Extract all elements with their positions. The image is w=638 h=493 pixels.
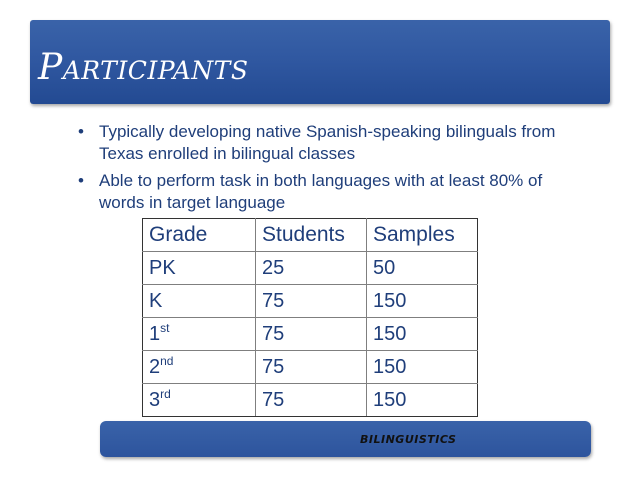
table-row (143, 318, 478, 351)
table-row (143, 384, 478, 417)
cell-samples: 150 (367, 351, 478, 384)
cell-students: 75 (256, 351, 367, 384)
cell-samples: 50 (367, 252, 478, 285)
cell-samples: 150 (367, 285, 478, 318)
bullet-dot: • (78, 171, 84, 190)
cell-grade: 2nd (143, 351, 256, 384)
cell-samples: 150 (367, 318, 478, 351)
cell-students: 25 (256, 252, 367, 285)
bullet-dot: • (78, 122, 84, 141)
cell-grade: PK (143, 252, 256, 285)
header-grade: Grade (143, 219, 256, 252)
bullet-item (78, 170, 558, 214)
cell-students: 75 (256, 384, 367, 417)
table-row (143, 285, 478, 318)
cell-grade: 3rd (143, 384, 256, 417)
bullet-text: Able to perform task in both languages with at least 80% of words in target language (99, 171, 543, 212)
footer-brand-text: bilinguistics (360, 428, 457, 447)
header-students: Students (256, 219, 367, 252)
bullet-list (78, 121, 558, 219)
cell-students: 75 (256, 318, 367, 351)
cell-grade: K (143, 285, 256, 318)
header-samples: Samples (367, 219, 478, 252)
table-row (143, 351, 478, 384)
table-row (143, 252, 478, 285)
cell-samples: 150 (367, 384, 478, 417)
cell-grade: 1st (143, 318, 256, 351)
footer-bar (100, 421, 591, 457)
table-header-row (143, 219, 478, 252)
bullet-text: Typically developing native Spanish-speaking bilinguals from Texas enrolled in bilingual classes (99, 122, 556, 163)
participants-table (142, 218, 478, 417)
bullet-item (78, 121, 558, 165)
slide-title: Participants (38, 47, 249, 88)
cell-students: 75 (256, 285, 367, 318)
